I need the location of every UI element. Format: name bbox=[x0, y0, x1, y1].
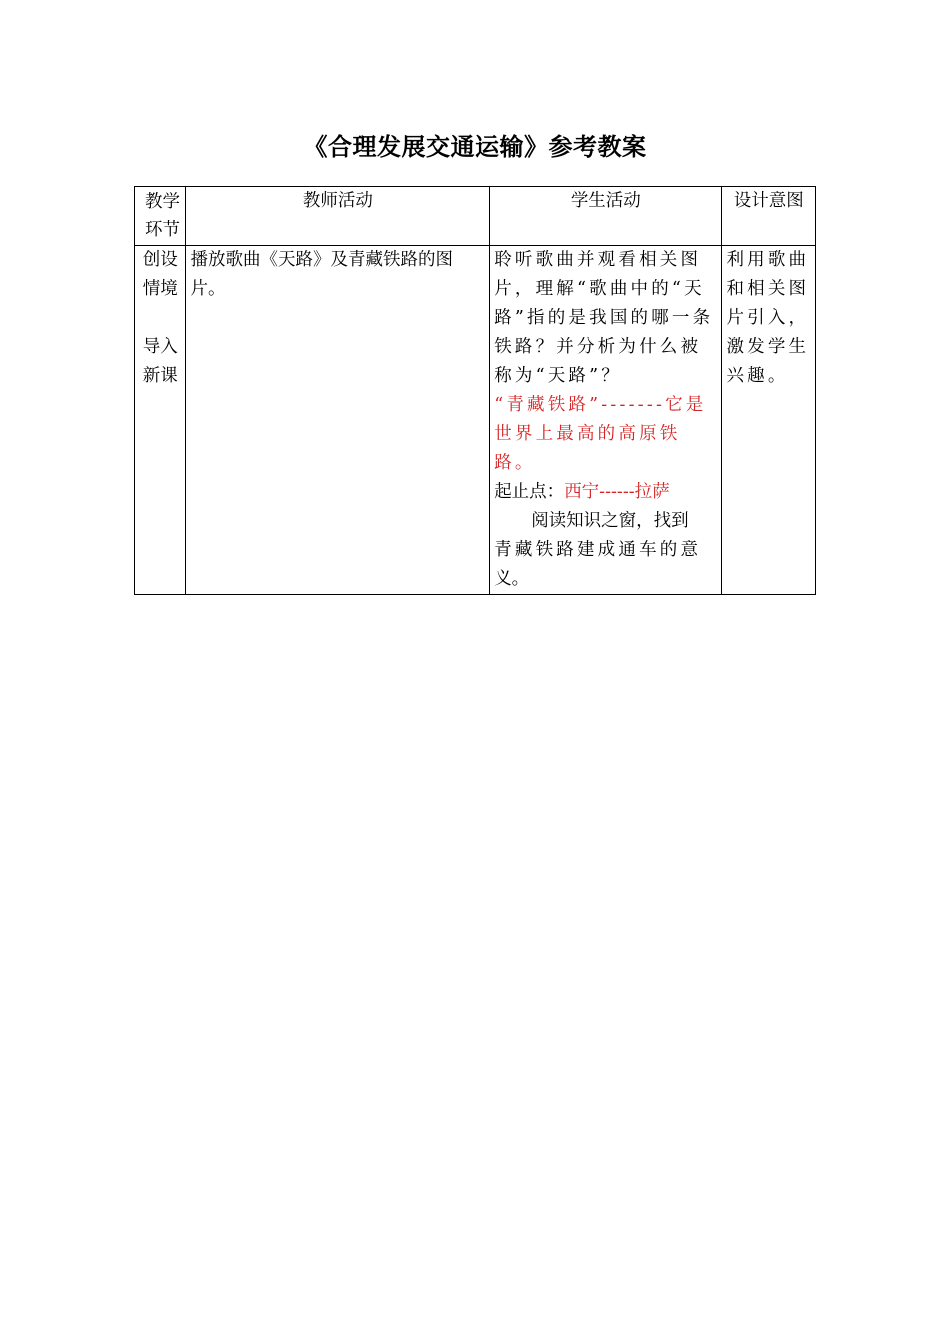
teacher-activity-cell: 播放歌曲《天路》及青藏铁路的图片。 bbox=[186, 246, 490, 595]
student-highlight-text: “青藏铁路”-------它是世界上最高的高原铁路。 bbox=[494, 395, 707, 473]
student-reading-line-b: 青藏铁路建成通车的意 bbox=[494, 540, 702, 560]
header-stage bbox=[135, 187, 186, 246]
header-design: 设计意图 bbox=[722, 187, 816, 246]
student-intro-text: 聆听歌曲并观看相关图片，理解“歌曲中的“天路”指的是我国的哪一条铁路？并分析为什么被称为“天路”？ bbox=[494, 250, 714, 386]
student-endpoints bbox=[494, 478, 717, 507]
table-header-row bbox=[135, 187, 816, 246]
stage-line4: 新课 bbox=[142, 366, 178, 386]
stage-cell bbox=[135, 246, 186, 595]
header-student: 学生活动 bbox=[490, 187, 722, 246]
endpoints-value: 西宁------拉萨 bbox=[564, 482, 670, 502]
stage-line2: 情境 bbox=[142, 279, 178, 299]
stage-spacer bbox=[139, 304, 181, 333]
document-title: 《合理发展交通运输》参考教案 bbox=[303, 133, 647, 161]
design-intent-cell: 利用歌曲和相关图片引入，激发学生兴趣。 bbox=[722, 246, 816, 595]
endpoints-label: 起止点： bbox=[494, 482, 565, 502]
student-activity-cell bbox=[490, 246, 722, 595]
header-stage-line1: 教学 bbox=[145, 192, 180, 212]
header-teacher: 教师活动 bbox=[186, 187, 490, 246]
stage-line3: 导入 bbox=[142, 337, 178, 357]
student-reading-line-a: 阅读知识之窗，找到 bbox=[531, 511, 689, 531]
header-stage-line2: 环节 bbox=[145, 220, 180, 240]
student-reading-line-c: 义。 bbox=[494, 569, 530, 589]
lesson-plan-table bbox=[134, 186, 816, 595]
stage-line1: 创设 bbox=[142, 250, 178, 270]
table-row bbox=[135, 246, 816, 595]
